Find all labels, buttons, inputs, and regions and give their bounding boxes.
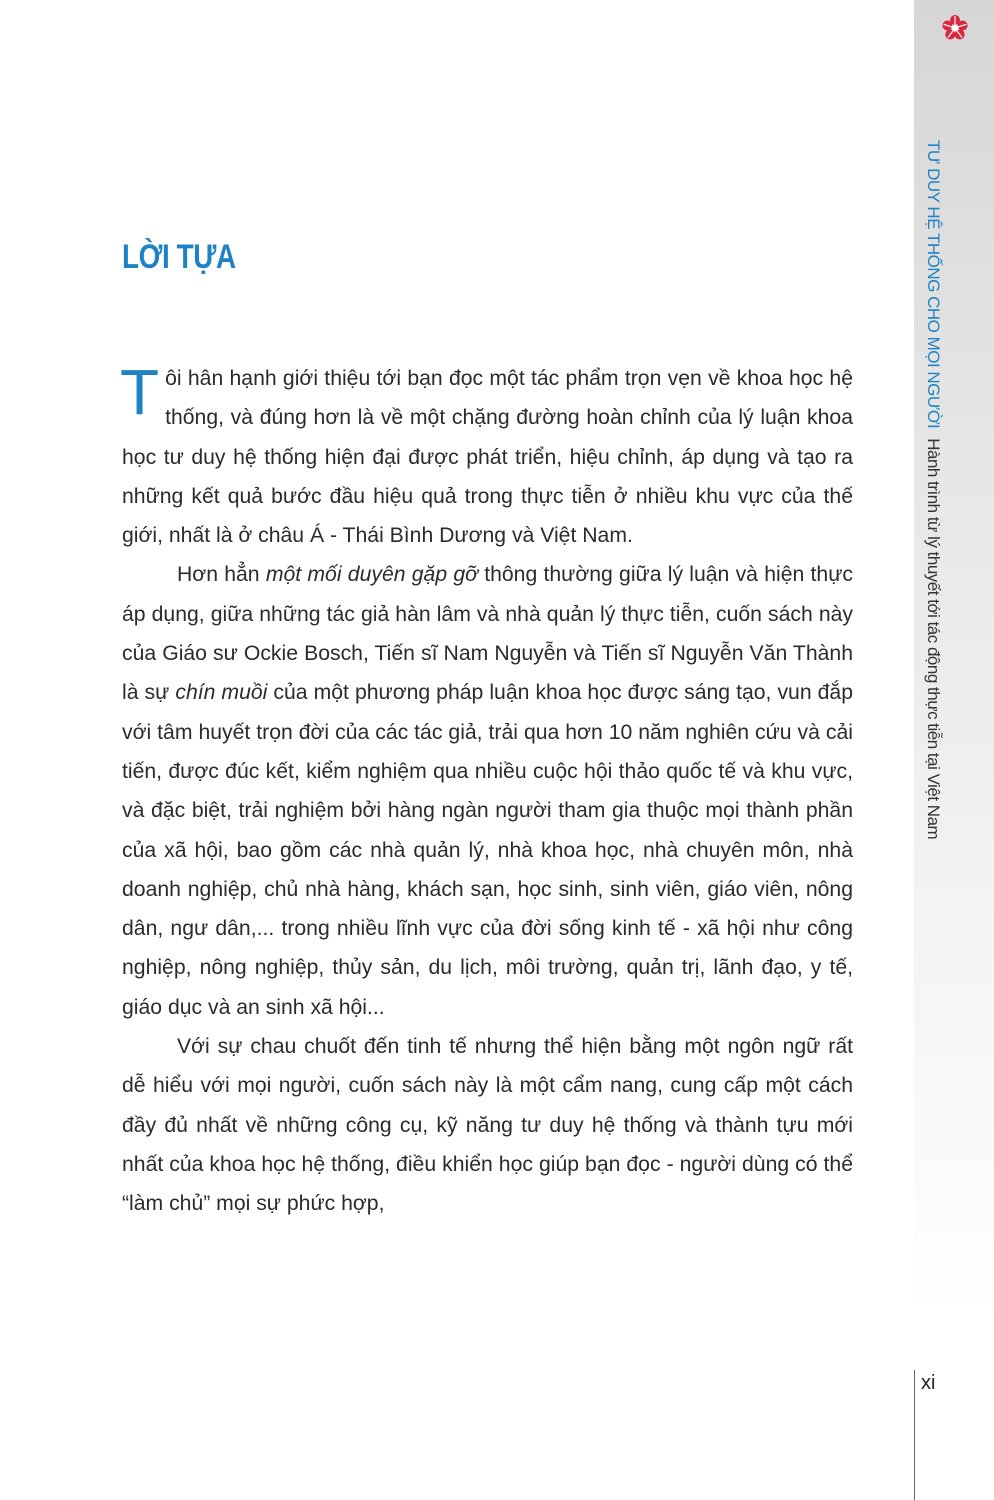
paragraph-2-part: của một phương pháp luận khoa học được sáng tạo, vun đắp với tâm huyết trọn đời của các tác giả, trải qua hơn 10 năm nghiên cứu và cải tiến, được đúc kết, kiểm nghiệm qua nhiều cuộc hội thảo quốc tế và khu vực, và đặc biệt, trải nghiệm bởi hàng ngàn người tham gia thuộc mọi thành phần của xã hội, bao gồm các nhà quản lý, nhà khoa học, nhà chuyên môn, nhà doanh nghiệp, chủ nhà hàng, khách sạn, học sinh, sinh viên, giáo viên, nông dân, ngư dân,... trong nhiều lĩnh vực của đời sống kinh tế - xã hội như công nghiệp, nông nghiệp, thủy sản, du lịch, môi trường, quản trị, lãnh đạo, y tế, giáo dục và an sinh xã hội... [122,681,853,1019]
paragraph-1-text: ôi hân hạnh giới thiệu tới bạn đọc một tác phẩm trọn vẹn về khoa học hệ thống, và đúng hơn là về một chặng đường hoàn chỉnh của lý luận khoa học tư duy hệ thống hiện đại được phát triển, hiệu chỉnh, áp dụng và tạo ra những kết quả bước đầu hiệu quả trong thực tiễn ở nhiều khu vực của thế giới, nhất là ở châu Á - Thái Bình Dương và Việt Nam. [122,367,853,548]
paragraph-1 [120,356,853,555]
drop-cap: T [120,356,160,428]
paragraph-2 [122,555,853,1027]
sidebar-divider [914,1370,915,1500]
page-title: LỜI TỰA [122,238,236,276]
page-number: xi [921,1372,936,1394]
paragraph-2-emphasis: chín muồi [175,681,268,705]
flower-icon [941,14,969,42]
paragraph-3-text: Với sự chau chuốt đến tinh tế nhưng thể hiện bằng một ngôn ngữ rất dễ hiểu với mọi người, cuốn sách này là một cẩm nang, cung cấp một cách đầy đủ nhất về những công cụ, kỹ năng tư duy hệ thống và thành tựu mới nhất của khoa học hệ thống, điều khiển học giúp bạn đọc - người dùng có thể “làm chủ” mọi sự phức hợp, [122,1035,853,1216]
paragraph-2-emphasis: một mối duyên gặp gỡ [265,563,478,587]
body-text [120,356,853,1224]
paragraph-2-part: thông thường giữa lý luận và hiện thực áp dụng, giữa những tác giả hàn lâm và nhà quản lý thực tiễn, cuốn sách này của Giáo sư Ockie Bosch, Tiến sĩ Nam Nguyễn và Tiến sĩ Nguyễn Văn Thành là sự [122,563,853,705]
paragraph-2-part: Hơn hẳn [177,563,266,587]
paragraph-3 [122,1027,853,1223]
running-title-sub: Hành trình từ lý thuyết tới tác động thực tiễn tại Việt Nam [924,438,943,840]
running-title-main: TƯ DUY HỆ THỐNG CHO MỌI NGƯỜI [924,140,943,429]
